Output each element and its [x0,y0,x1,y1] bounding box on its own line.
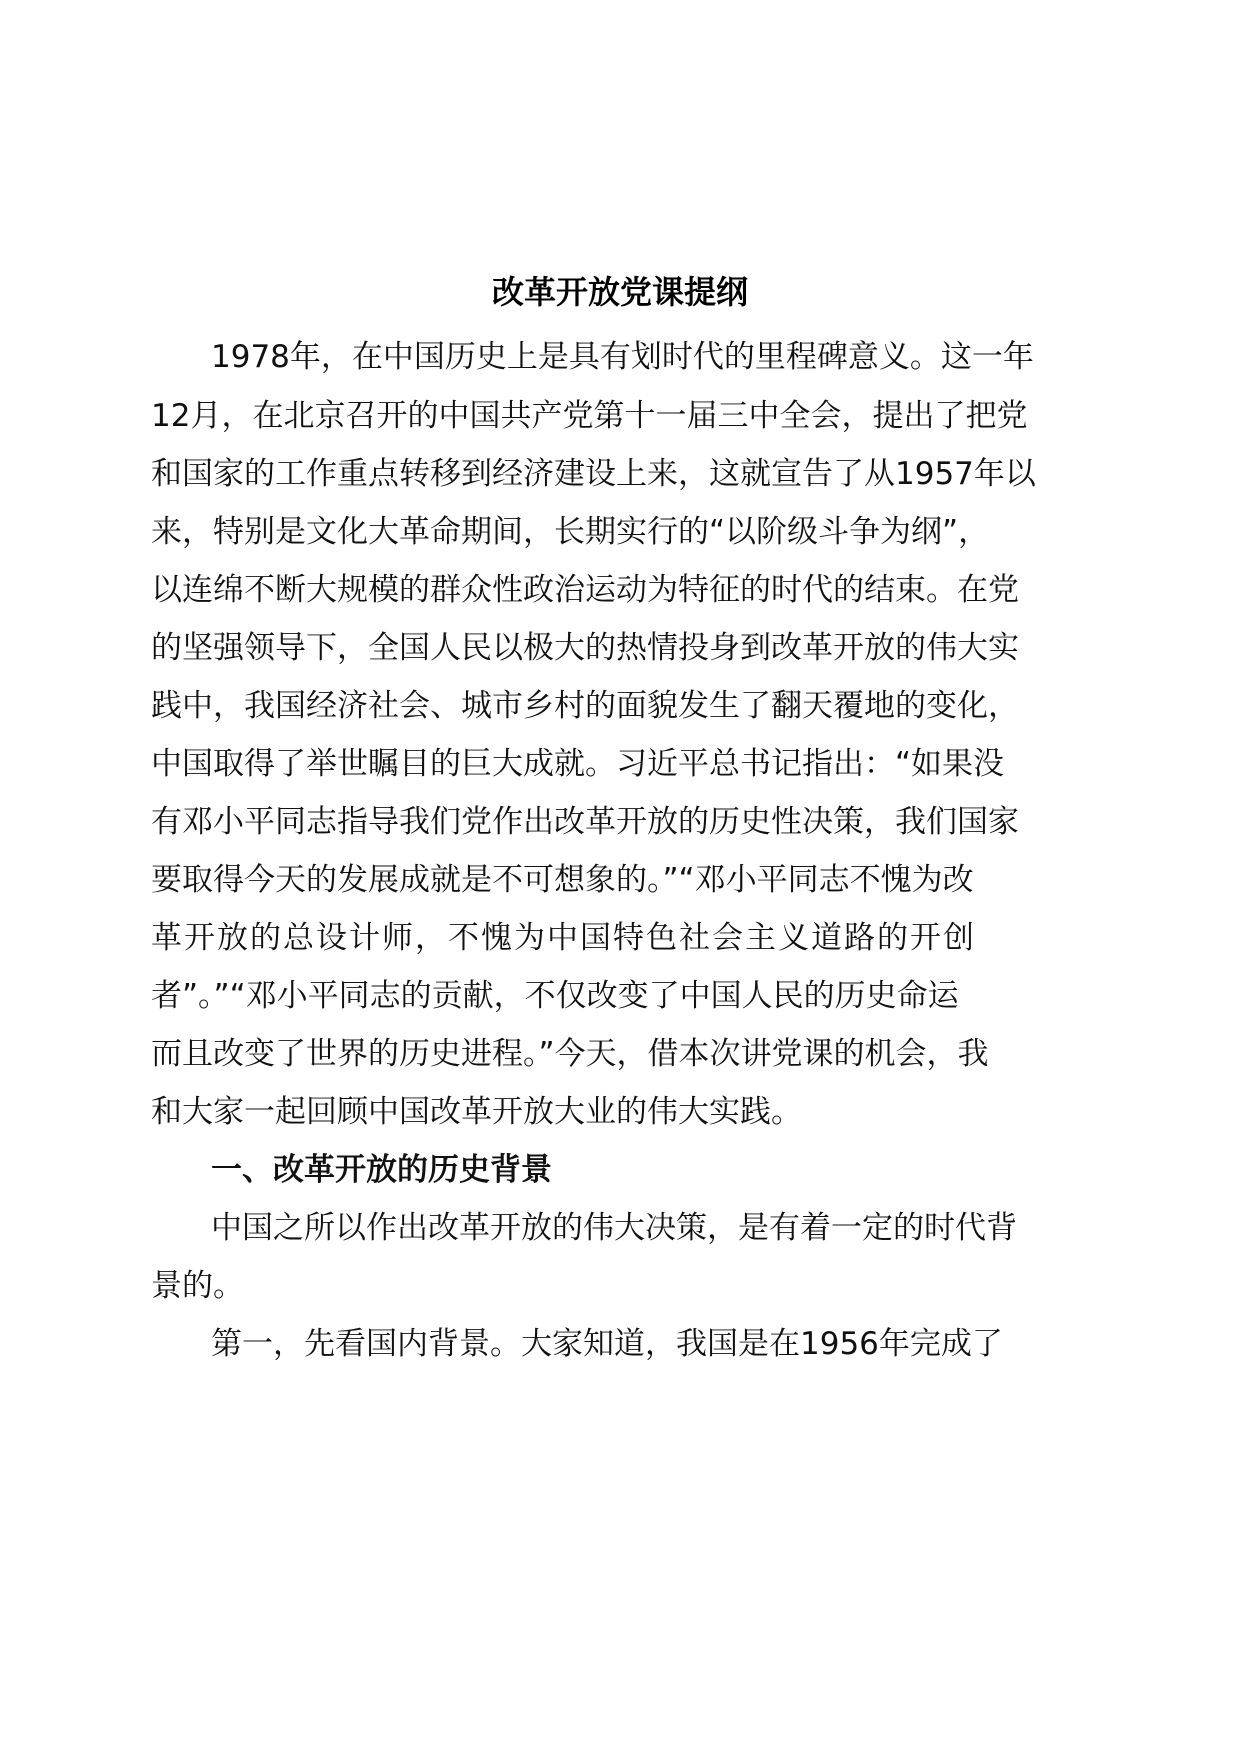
paragraph-line: 革开放的总设计师，不愧为中国特色社会主义道路的开创 [151,920,976,956]
paragraph-line: 和大家一起回顾中国改革开放大业的伟大实践。 [151,1094,802,1130]
paragraph-line: 有邓小平同志指导我们党作出改革开放的历史性决策，我们国家 [151,804,1019,840]
paragraph-line: 的坚强领导下，全国人民以极大的热情投身到改革开放的伟大实 [151,630,1019,666]
paragraph-line: 12月，在北京召开的中国共产党第十一届三中全会，提出了把党 [151,398,1028,434]
section-heading: 一、改革开放的历史背景 [211,1152,552,1188]
paragraph-line: 者”。”“邓小平同志的贡献，不仅改变了中国人民的历史命运 [151,978,959,1014]
paragraph-line: 践中，我国经济社会、城市乡村的面貌发生了翻天覆地的变化， [151,688,1019,724]
paragraph-line: 中国取得了举世瞩目的巨大成就。习近平总书记指出：“如果没 [151,746,1005,782]
paragraph-line: 来，特别是文化大革命期间，长期实行的“以阶级斗争为纲”， [151,514,990,550]
paragraph-line: 而且改变了世界的历史进程。”今天，借本次讲党课的机会，我 [151,1036,989,1072]
paragraph-line: 和国家的工作重点转移到经济建设上来，这就宣告了从1957年以 [151,456,1036,492]
paragraph-line: 中国之所以作出改革开放的伟大决策，是有着一定的时代背 [211,1210,1017,1246]
document-title: 改革开放党课提纲 [491,273,748,311]
paragraph-line: 以连绵不断大规模的群众性政治运动为特征的时代的结束。在党 [151,572,1019,608]
paragraph-line: 要取得今天的发展成就是不可想象的。”“邓小平同志不愧为改 [151,862,974,898]
paragraph-line: 1978年，在中国历史上是具有划时代的里程碑意义。这一年 [211,339,1034,375]
paragraph-line: 景的。 [151,1268,244,1304]
paragraph-line: 第一，先看国内背景。大家知道，我国是在1956年完成了 [211,1326,1003,1362]
